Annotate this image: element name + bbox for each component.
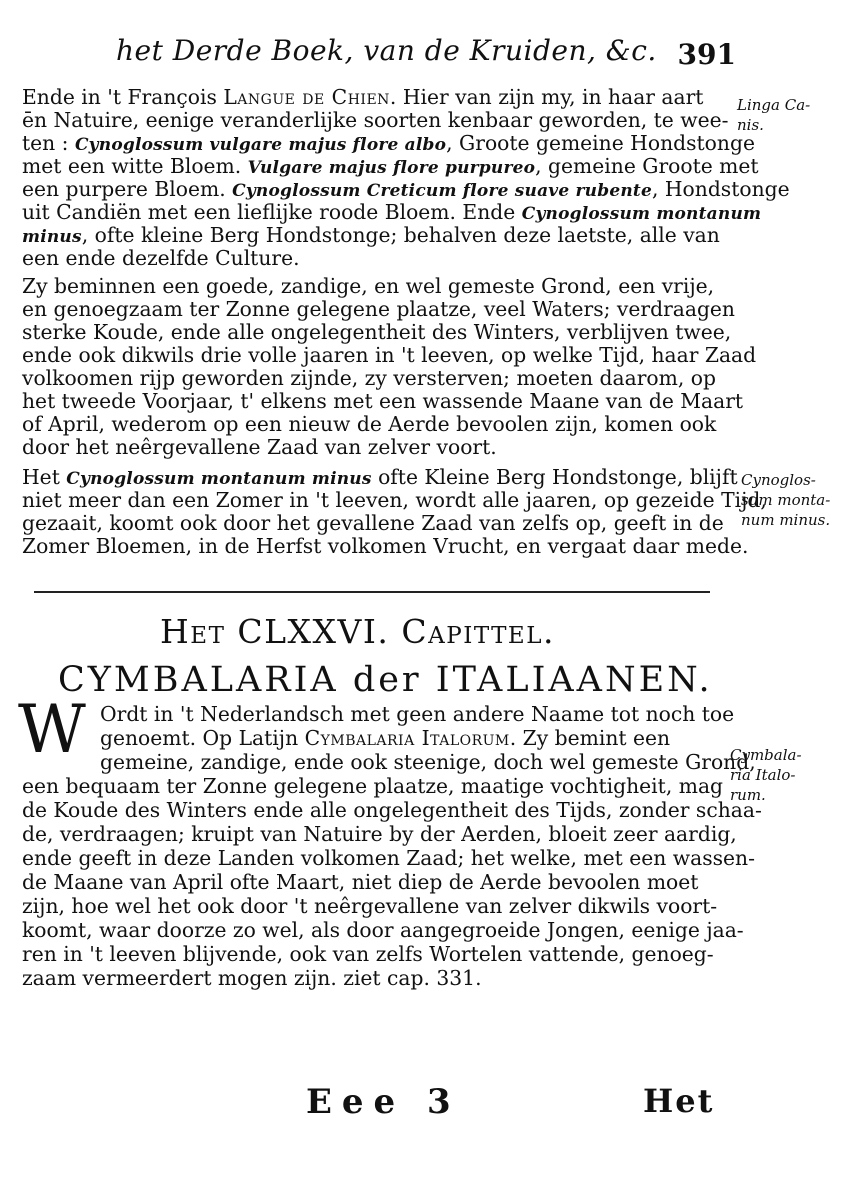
- text-line: gemeine, zandige, ende ook steenige, doch wel gemeste Grond,: [100, 750, 756, 774]
- text-line: volkoomen rijp geworden zijnde, zy versterven; moeten daarom, op: [22, 366, 716, 390]
- text-line: ende geeft in deze Landen volkomen Zaad; het welke, met een wassen-: [22, 846, 755, 870]
- text-line: ende ook dikwils drie volle jaaren in 't leeven, op welke Tijd, haar Zaad: [22, 343, 757, 367]
- text-line: Zy beminnen een goede, zandige, en wel gemeste Grond, een vrije,: [22, 274, 715, 298]
- text-line: met een witte Bloem. Vulgare majus flore purpureo, gemeine Groote met: [22, 154, 759, 178]
- text-line: zijn, hoe wel het ook door 't neêrgevallene van zelver dikwils voort-: [22, 894, 718, 918]
- text-line: een bequaam ter Zonne gelegene plaatze, maatige vochtigheit, mag: [22, 774, 724, 798]
- text-line: uit Candiën met een lieflijke roode Bloem. Ende Cynoglossum montanum: [22, 200, 762, 224]
- text-line: gezaait, koomt ook door het gevallene Zaad van zelfs op, geeft in de: [22, 511, 724, 535]
- text-line: ēn Natuire, eenige veranderlijke soorten kenbaar geworden, te wee-: [22, 108, 729, 132]
- text-line: Het Cynoglossum montanum minus ofte Kleine Berg Hondstonge, blijft: [22, 465, 738, 489]
- drop-cap: W: [18, 691, 86, 768]
- margin-note: Linga Ca- nis.: [737, 96, 811, 134]
- text-line: Ordt in 't Nederlandsch met geen andere Naame tot noch toe: [100, 702, 735, 726]
- text-line: of April, wederom op een nieuw de Aerde bevoolen zijn, komen ook: [22, 412, 717, 436]
- text-line: minus, ofte kleine Berg Hondstonge; behalven deze laetste, alle van: [22, 223, 720, 247]
- catchword: Het: [643, 1082, 715, 1120]
- text-line: ren in 't leeven blijvende, ook van zelfs Wortelen vattende, genoeg-: [22, 942, 714, 966]
- text-line: door het neêrgevallene Zaad van zelver voort.: [22, 435, 497, 459]
- text-line: niet meer dan een Zomer in 't leeven, wordt alle jaaren, op gezeide Tijd,: [22, 488, 767, 512]
- text-line: genoemt. Op Latijn Cymbalaria Italorum. Zy bemint een: [100, 726, 671, 750]
- text-line: zaam vermeerdert mogen zijn. ziet cap. 331.: [22, 966, 482, 990]
- text-line: de Koude des Winters ende alle ongelegentheit des Tijds, zonder schaa-: [22, 798, 762, 822]
- text-line: Zomer Bloemen, in de Herfst volkomen Vrucht, en vergaat daar mede.: [22, 534, 749, 558]
- text-line: sterke Koude, ende alle ongelegentheit des Winters, verblijven twee,: [22, 320, 732, 344]
- chapter-title: CYMBALARIA der ITALIAANEN.: [58, 660, 713, 700]
- section-divider: [34, 591, 710, 593]
- page-number: 391: [677, 38, 736, 71]
- text-line: het tweede Voorjaar, t' elkens met een wassende Maane van de Maart: [22, 389, 744, 413]
- text-line: ten : Cynoglossum vulgare majus flore albo, Groote gemeine Hondstonge: [22, 131, 755, 155]
- text-line: een ende dezelfde Culture.: [22, 246, 300, 270]
- running-head: het Derde Boek, van de Kruiden, &c.: [116, 34, 657, 67]
- text-line: de, verdraagen; kruipt van Natuire by der Aerden, bloeit zeer aardig,: [22, 822, 737, 846]
- text-line: en genoegzaam ter Zonne gelegene plaatze, veel Waters; verdraagen: [22, 297, 735, 321]
- chapter-heading: Het CLXXVI. Capittel.: [160, 612, 555, 651]
- margin-note: Cymbala- ria Italo- rum.: [730, 746, 802, 804]
- text-line: de Maane van April ofte Maart, niet diep de Aerde bevoolen moet: [22, 870, 699, 894]
- signature-mark: Eee 3: [306, 1082, 461, 1122]
- text-line: Ende in 't François Langue de Chien. Hier van zijn my, in haar aart: [22, 85, 704, 109]
- margin-note: Cynoglos- sum monta- num minus.: [741, 471, 831, 529]
- page-header: [116, 34, 736, 80]
- text-line: een purpere Bloem. Cynoglossum Creticum flore suave rubente, Hondstonge: [22, 177, 790, 201]
- text-line: koomt, waar doorze zo wel, als door aangegroeide Jongen, eenige jaa-: [22, 918, 744, 942]
